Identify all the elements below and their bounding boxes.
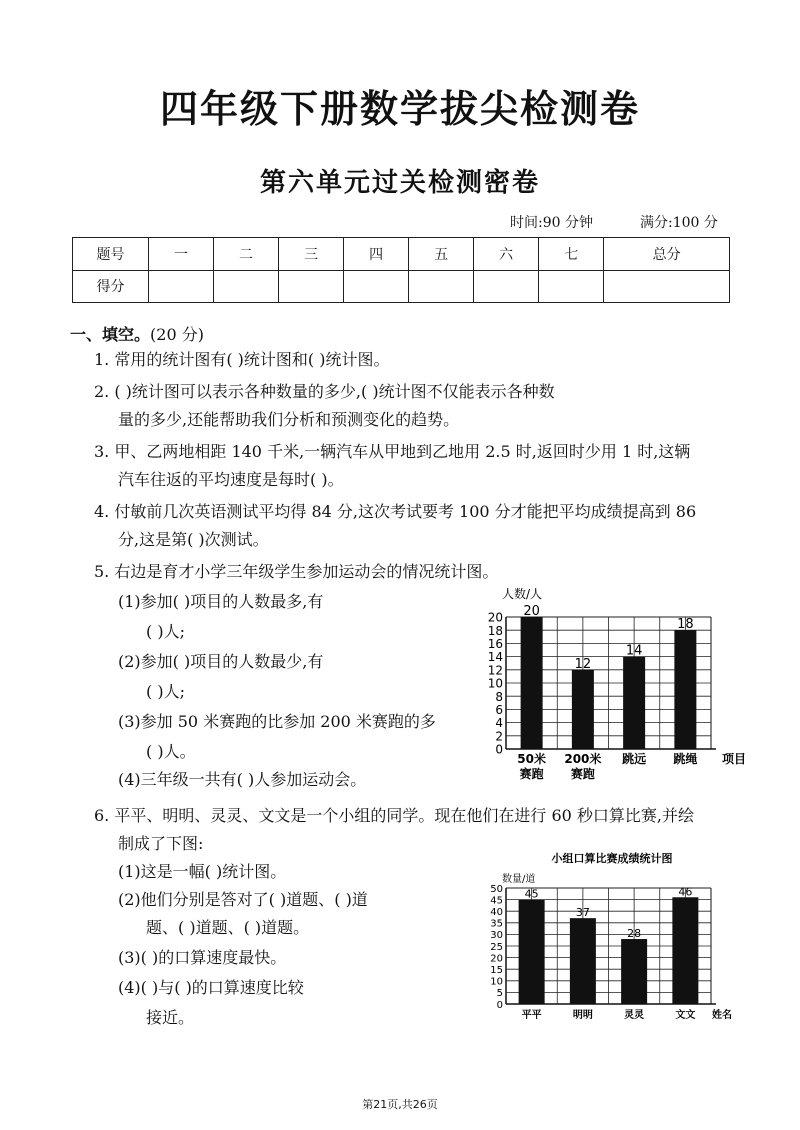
question-5-2-line-2: ( )人;: [146, 682, 185, 701]
question-1: 1. 常用的统计图有( )统计图和( )统计图。: [94, 350, 390, 369]
score-header-cell: 二: [214, 238, 279, 271]
chart-y-tick-label: 25: [490, 941, 503, 953]
sports-chart-svg: [476, 586, 766, 792]
question-6-3: (3)( )的口算速度最快。: [118, 948, 287, 967]
chart-y-tick-label: 8: [495, 689, 503, 704]
question-5-4: (4)三年级一共有( )人参加运动会。: [118, 770, 367, 789]
score-header-cell: 题号: [73, 238, 149, 271]
score-header-cell: 四: [344, 238, 409, 271]
score-cell[interactable]: [474, 270, 539, 303]
score-row-label: 得分: [73, 270, 149, 303]
chart-x-tick-label: 平平: [521, 1010, 542, 1021]
score-table: [72, 237, 730, 303]
score-cell[interactable]: [539, 270, 604, 303]
question-6-line-2: 制成了下图:: [118, 834, 204, 853]
chart-x-tick-label: 200米: [564, 752, 602, 766]
chart-y-tick-label: 0: [495, 742, 503, 757]
chart-x-tick-label: 赛跑: [570, 767, 595, 781]
chart-y-tick-label: 2: [495, 729, 503, 744]
page-footer: 第21页,共26页: [362, 1098, 438, 1111]
score-header-cell: 总分: [604, 238, 730, 271]
question-4-line-1: 4. 付敏前几次英语测试平均得 84 分,这次考试要考 100 分才能把平均成绩提高到 86: [94, 502, 697, 521]
chart-x-tick-label: 赛跑: [519, 767, 544, 781]
question-4-line-2: 分,这是第( )次测试。: [118, 530, 269, 549]
chart-y-tick-label: 20: [490, 953, 503, 965]
exam-full-score: 满分:100 分: [640, 215, 718, 231]
chart-x-tick-label: 跳绳: [673, 752, 698, 766]
question-6-2-line-2: 题、( )道题、( )道题。: [146, 918, 310, 937]
chart-x-label: 项目: [722, 752, 747, 766]
score-cell[interactable]: [409, 270, 474, 303]
chart-bar: [521, 617, 543, 749]
question-6-2-line-1: (2)他们分别是答对了( )道题、( )道: [118, 890, 368, 909]
question-2-line-1: 2. ( )统计图可以表示各种数量的多少,( )统计图不仅能表示各种数: [94, 382, 555, 401]
chart-y-tick-label: 35: [490, 918, 503, 930]
chart-x-tick-label: 跳远: [622, 752, 647, 766]
chart-bar: [519, 900, 545, 1004]
chart-y-tick-label: 6: [495, 702, 503, 717]
chart-data-label: 45: [524, 887, 539, 901]
chart-data-label: 18: [677, 617, 694, 633]
chart-y-tick-label: 30: [490, 930, 503, 942]
chart-y-tick-label: 0: [496, 999, 503, 1011]
chart-data-label: 46: [678, 885, 693, 899]
chart-y-tick-label: 5: [496, 988, 503, 1000]
sports-chart: [476, 586, 766, 796]
question-5-3-line-1: (3)参加 50 米赛跑的比参加 200 米赛跑的多: [118, 712, 436, 731]
score-cell[interactable]: [149, 270, 214, 303]
score-cell[interactable]: [604, 270, 730, 303]
chart-y-tick-label: 12: [487, 663, 503, 678]
question-6-4-line-1: (4)( )与( )的口算速度比较: [118, 978, 304, 997]
chart-data-label: 14: [625, 643, 643, 659]
score-table-score-row: [73, 270, 730, 303]
question-2-line-2: 量的多少,还能帮助我们分析和预测变化的趋势。: [118, 410, 460, 429]
score-cell[interactable]: [214, 270, 279, 303]
score-header-cell: 七: [539, 238, 604, 271]
chart-x-tick-label: 灵灵: [624, 1010, 645, 1021]
chart-bar: [570, 918, 596, 1004]
question-5-3-line-2: ( )人。: [146, 742, 196, 761]
question-3-line-2: 汽车往返的平均速度是每时( )。: [118, 470, 344, 489]
question-5-1-line-2: ( )人;: [146, 622, 185, 641]
chart-bar: [674, 630, 696, 749]
chart-y-tick-label: 50: [490, 883, 503, 895]
chart-y-tick-label: 40: [490, 907, 503, 918]
exam-time: 时间:90 分钟: [510, 215, 593, 231]
section-points: (20 分): [150, 325, 204, 344]
chart-y-tick-label: 18: [487, 623, 503, 638]
score-cell[interactable]: [279, 270, 344, 303]
chart-bar: [623, 657, 645, 749]
chart-y-tick-label: 15: [490, 965, 503, 976]
question-5-2-line-1: (2)参加( )项目的人数最少,有: [118, 652, 324, 671]
chart-x-tick-label: 明明: [572, 1010, 593, 1021]
score-table-header-row: [73, 238, 730, 271]
exam-subtitle: 第六单元过关检测密卷: [259, 168, 540, 198]
score-header-cell: 一: [149, 238, 214, 271]
chart-bar: [572, 670, 594, 749]
exam-title: 四年级下册数学拔尖检测卷: [159, 87, 640, 131]
chart-data-label: 12: [574, 656, 592, 672]
score-cell[interactable]: [344, 270, 409, 303]
chart-y-label: 人数/人: [502, 587, 543, 601]
chart-y-tick-label: 4: [495, 716, 503, 731]
chart-x-label: 姓名: [712, 1010, 732, 1021]
question-5-1-line-1: (1)参加( )项目的人数最多,有: [118, 592, 324, 611]
chart-y-tick-label: 10: [490, 976, 503, 988]
chart-x-tick-label: 50米: [517, 752, 546, 766]
question-5: 5. 右边是育才小学三年级学生参加运动会的情况统计图。: [94, 562, 499, 581]
chart-data-label: 28: [627, 927, 642, 941]
score-header-cell: 三: [279, 238, 344, 271]
section-title: [70, 322, 204, 345]
chart-y-tick-label: 45: [490, 895, 503, 907]
question-6-line-1: 6. 平平、明明、灵灵、文文是一个小组的同学。现在他们在进行 60 秒口算比赛,并绘: [94, 806, 694, 825]
question-3-line-1: 3. 甲、乙两地相距 140 千米,一辆汽车从甲地到乙地用 2.5 时,返回时少用 1 时,这辆: [94, 442, 691, 461]
chart-y-tick-label: 20: [487, 610, 503, 625]
chart-y-tick-label: 14: [487, 650, 503, 665]
score-header-cell: 五: [409, 238, 474, 271]
question-6-1: (1)这是一幅( )统计图。: [118, 862, 287, 881]
question-6-4-line-2: 接近。: [146, 1008, 195, 1027]
chart-y-tick-label: 16: [487, 636, 503, 651]
score-header-cell: 六: [474, 238, 539, 271]
arithmetic-chart: [476, 850, 746, 1029]
chart-y-label: 数量/道: [502, 874, 536, 885]
arithmetic-chart-svg: [476, 850, 746, 1025]
chart-bar: [621, 939, 647, 1004]
chart-x-tick-label: 文文: [675, 1010, 696, 1021]
section-title-text: 一、填空。: [70, 325, 151, 344]
chart-y-tick-label: 10: [487, 676, 503, 691]
chart-data-label: 20: [523, 604, 540, 619]
chart-title: 小组口算比赛成绩统计图: [551, 852, 673, 865]
chart-bar: [672, 897, 698, 1004]
chart-data-label: 37: [575, 906, 590, 920]
